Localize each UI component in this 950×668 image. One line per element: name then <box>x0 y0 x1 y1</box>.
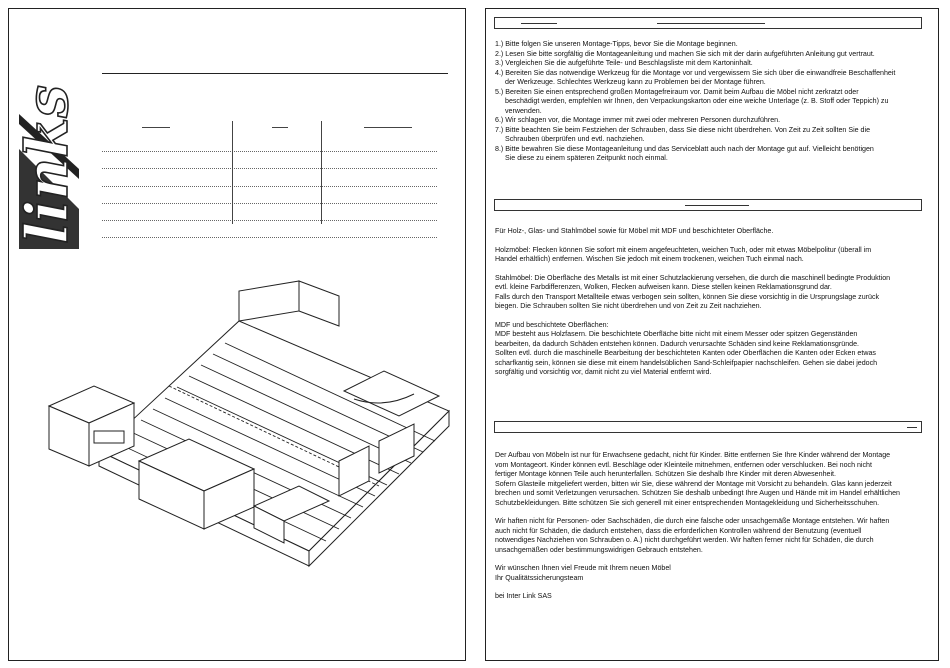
care-line: Handel erhältlich) entfernen. Wischen Sie jedoch mit einem trockenen, weichen Tuch einmal nach. <box>495 255 804 263</box>
care-line: bearbeiten, da dadurch Schäden entstehen können. Dadurch verursachte Schäden sind keine Reklamationsgründe. <box>495 339 859 348</box>
instruction-item: 8.) Bitte bewahren Sie diese Montageanleitung und das Serviceblatt auch nach der Montage gut auf. Vielleicht benötigen <box>495 144 874 153</box>
table-row <box>102 204 437 221</box>
care-line: Falls durch den Transport Metallteile etwas verbogen sein sollten, können Sie diese vorsichtig in die Ursprungslage zurück <box>495 292 880 301</box>
safety-line: fertiger Montage können Teile auch herunterfallen. Schützen Sie deshalb Ihre Kinder mit deren Abwesenheit. <box>495 470 836 478</box>
safety-line: Schutzbekleidungen. Bitte schützen Sie sich generell mit einer entsprechenden Montagekleidung und Sicherheitsschuhen. <box>495 498 880 507</box>
safety-line: brechen und somit Verletzungen verursachen. Schützen Sie deshalb unbedingt Ihre Augen und Hände mit im Handel erhältlichen <box>495 489 900 497</box>
instruction-line: verwenden. <box>505 106 542 115</box>
safety-line: auch nicht für Schäden, die dadurch entstehen, dass die erforderlichen Kontrollen während der Benutzung (eventuell <box>495 526 862 535</box>
instruction-line: der Werkzeuge. Schlechtes Werkzeug kann zu Problemen bei der Montage führen. <box>505 78 766 86</box>
col-header-3 <box>364 127 412 128</box>
section-title-box <box>494 199 922 211</box>
safety-line: vom Montageort. Kinder können evtl. Beschläge oder Kleinteile mitnehmen, entfernen oder verschlucken. Bei noch nicht <box>495 460 872 469</box>
closing-line: bei Inter Link SAS <box>495 592 552 600</box>
table-divider <box>232 121 233 224</box>
bed-illustration <box>39 281 469 571</box>
col-header-1 <box>142 127 170 128</box>
instructions-page <box>485 8 939 661</box>
instruction-line: Sie diese zu einem späteren Zeitpunkt noch einmal. <box>505 154 668 162</box>
instruction-item: 7.) Bitte beachten Sie beim Festziehen der Schrauben, dass Sie diese nicht überdrehen. Von Zeit zu Zeit sollten Sie die <box>495 125 871 134</box>
instruction-item: 2.) Lesen Sie bitte sorgfältig die Montageanleitung und machen Sie sich mit der darin aufgeführten Anleitung gut vertraut. <box>495 49 875 58</box>
safety-section <box>495 451 926 602</box>
safety-line: Der Aufbau von Möbeln ist nur für Erwachsene gedacht, nicht für Kinder. Bitte entfernen Sie Ihre Kinder während der Montage <box>495 451 891 459</box>
instruction-item: 5.) Bereiten Sie einen entsprechend großen Montagefreiraum vor. Damit beim Aufbau die Möbel nicht zerkratzt oder <box>495 87 859 96</box>
safety-line: Sofern Glasteile mitgeliefert werden, bitten wir Sie, diese während der Montage mit Vorsicht zu behandeln. Glas kann jederzeit <box>495 479 892 488</box>
instruction-item: 1.) Bitte folgen Sie unseren Montage-Tipps, bevor Sie die Montage beginnen. <box>495 40 738 48</box>
care-line: Holzmöbel: Flecken können Sie sofort mit einem angefeuchteten, weichen Tuch, oder mit etwas Möbelpolitur (überall im <box>495 245 872 254</box>
care-line: MDF besteht aus Holzfasern. Die beschichtete Oberfläche bitte nicht mit einem Messer oder spitzen Gegenständen <box>495 330 858 338</box>
instruction-item: 3.) Vergleichen Sie die aufgeführte Teile- und Beschlagsliste mit dem Kartoninhalt. <box>495 59 753 67</box>
header-rule <box>102 73 448 74</box>
instruction-item: 6.) Wir schlagen vor, die Montage immer mit zwei oder mehreren Personen durchzuführen. <box>495 116 781 124</box>
care-line: sorgfältig und vorsichtig vor, damit nicht zu viel Material entfernt wird. <box>495 368 712 376</box>
table-row <box>102 187 437 204</box>
care-line: MDF und beschichtete Oberflächen: <box>495 320 609 329</box>
table-divider <box>321 121 322 224</box>
instruction-line: beschädigt werden, empfehlen wir Ihnen, den Verpackungskarton oder eine weiche Unterlage (z. B. Stoff oder Teppich) zu <box>505 97 889 105</box>
parts-table <box>102 127 437 238</box>
care-line: scharfkantig sein, können sie diese mit einem handelsüblichen Sand-Schleifpapier nachschleifen. Gehen sie dabei jedoch <box>495 358 878 367</box>
safety-line: unsachgemäßen oder bestimmungswidrigen Gebrauch entstehen. <box>495 545 703 554</box>
col-header-2 <box>272 127 288 128</box>
safety-line: Wir haften nicht für Personen- oder Sachschäden, die durch eine falsche oder unsachgemäße Montage entstehen. Wir haften <box>495 517 890 525</box>
care-line: Stahlmöbel: Die Oberfläche des Metalls ist mit einer Schutzlackierung versehen, die durch die maschinell bedingte Produktion <box>495 273 891 282</box>
care-line: biegen. Die Schrauben sollten Sie nicht überdrehen und von Zeit zu Zeit nachziehen. <box>495 302 762 310</box>
table-row <box>102 221 437 238</box>
links-logo <box>13 19 81 249</box>
cover-page <box>8 8 466 661</box>
instruction-item: 4.) Bereiten Sie das notwendige Werkzeug für die Montage vor und vergewissern Sie sich über die einwandfreie Beschaffenheit <box>495 68 896 77</box>
section-title-box <box>494 17 922 29</box>
table-row <box>102 152 437 169</box>
svg-text:links: links <box>13 84 81 244</box>
table-row <box>102 169 437 186</box>
safety-line: notwendiges Nachziehen von Schrauben o. A.) nicht durchgeführt werden. Wir haften ferner nicht für Schäden, die durch <box>495 536 874 544</box>
closing-line: Ihr Qualitätssicherungsteam <box>495 573 584 582</box>
care-line: evtl. kleine Farbdifferenzen, Wolken, Flecken aufweisen kann. Diese stellen keinen Reklamationsgrund dar. <box>495 283 832 291</box>
section-title-box <box>494 421 922 433</box>
care-intro: Für Holz-, Glas- und Stahlmöbel sowie für Möbel mit MDF und beschichteter Oberfläche. <box>495 227 774 235</box>
instructions-list <box>495 40 926 164</box>
table-row <box>102 135 437 152</box>
care-section <box>495 227 926 378</box>
care-line: Sollten evtl. durch die maschinelle Bearbeitung der beschichteten Kanten oder Oberflächen die Kanten oder Ecken etwas <box>495 349 876 357</box>
instruction-line: Schrauben überprüfen und evtl. nachziehen. <box>505 135 645 143</box>
closing-line: Wir wünschen Ihnen viel Freude mit Ihrem neuen Möbel <box>495 564 671 572</box>
